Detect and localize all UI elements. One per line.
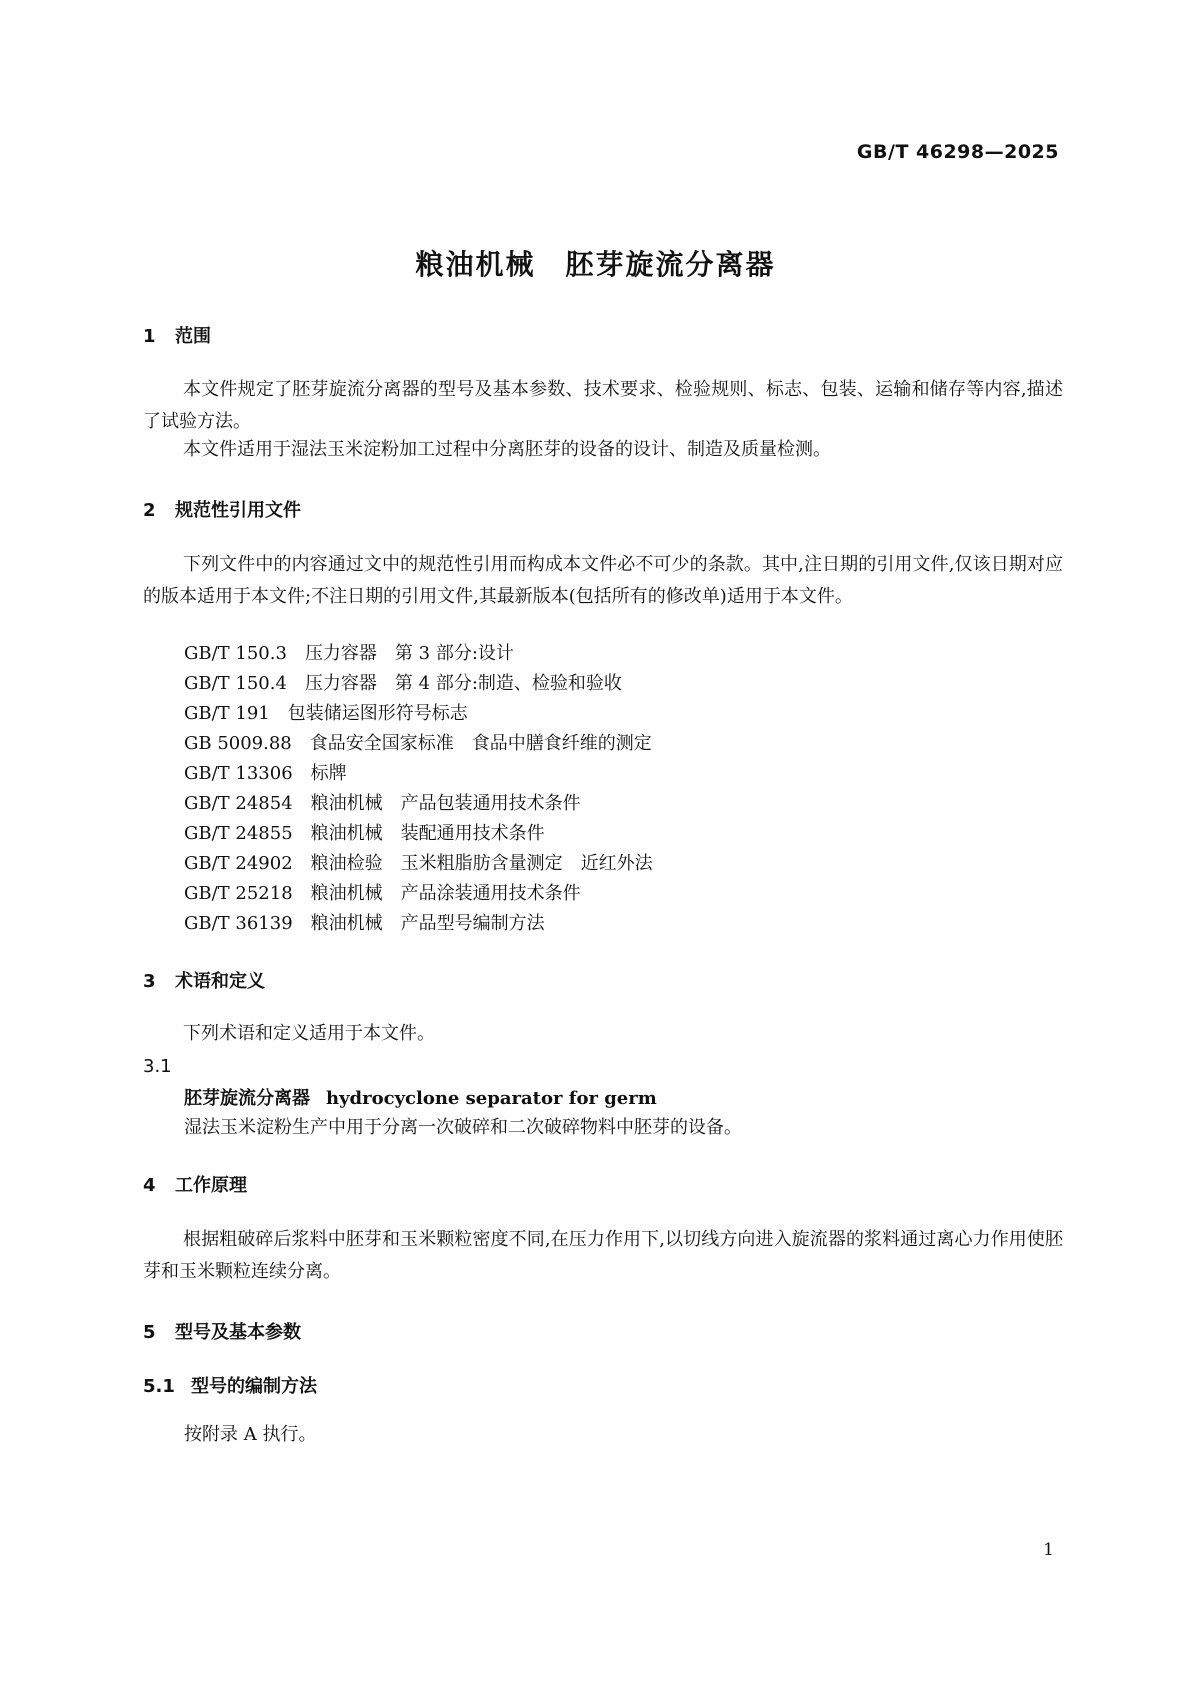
page-number: 1 bbox=[1043, 1540, 1054, 1560]
reference-title: 粮油机械 产品包装通用技术条件 bbox=[310, 793, 581, 814]
section-5-1-heading bbox=[143, 1372, 317, 1398]
section-number: 5 bbox=[143, 1322, 156, 1343]
document-title: 粮油机械 胚芽旋流分离器 bbox=[415, 248, 776, 281]
reference-title: 压力容器 第 3 部分:设计 bbox=[304, 643, 514, 664]
section-title: 工作原理 bbox=[175, 1175, 247, 1196]
principle-paragraph: 根据粗破碎后浆料中胚芽和玉米颗粒密度不同,在压力作用下,以切线方向进入旋流器的浆料通过离心力作用使胚芽和玉米颗粒连续分离。 bbox=[143, 1229, 1063, 1282]
reference-item bbox=[184, 702, 468, 726]
reference-title: 标牌 bbox=[310, 763, 347, 784]
term-number: 3.1 bbox=[143, 1056, 172, 1077]
reference-code: GB/T 24854 bbox=[184, 793, 293, 814]
section-number: 4 bbox=[143, 1175, 156, 1196]
reference-title: 压力容器 第 4 部分:制造、检验和验收 bbox=[304, 673, 622, 694]
reference-title: 粮油检验 玉米粗脂肪含量测定 近红外法 bbox=[310, 853, 653, 874]
reference-code: GB/T 25218 bbox=[184, 883, 293, 904]
reference-item bbox=[184, 732, 652, 756]
reference-code: GB/T 36139 bbox=[184, 913, 293, 934]
term-entry bbox=[184, 1084, 657, 1110]
reference-code: GB/T 24902 bbox=[184, 853, 293, 874]
terms-intro: 下列术语和定义适用于本文件。 bbox=[183, 1023, 435, 1044]
term-definition: 湿法玉米淀粉生产中用于分离一次破碎和二次破碎物料中胚芽的设备。 bbox=[184, 1117, 742, 1138]
section-number: 2 bbox=[143, 500, 156, 521]
reference-title: 粮油机械 装配通用技术条件 bbox=[310, 823, 545, 844]
reference-code: GB 5009.88 bbox=[184, 733, 292, 754]
section-4-heading bbox=[143, 1171, 247, 1197]
section-5-1-text: 按附录 A 执行。 bbox=[184, 1424, 317, 1445]
section-number: 3 bbox=[143, 971, 156, 992]
term-chinese: 胚芽旋流分离器 bbox=[184, 1088, 310, 1109]
section-5-heading bbox=[143, 1318, 301, 1344]
reference-code: GB/T 13306 bbox=[184, 763, 293, 784]
normative-refs-intro: 下列文件中的内容通过文中的规范性引用而构成本文件必不可少的条款。其中,注日期的引用文件,仅该日期对应的版本适用于本文件;不注日期的引用文件,其最新版本(包括所有的修改单)适用于本文件。 bbox=[143, 554, 1063, 607]
reference-item bbox=[184, 852, 653, 876]
reference-code: GB/T 191 bbox=[184, 703, 270, 724]
reference-title: 食品安全国家标准 食品中膳食纤维的测定 bbox=[309, 733, 652, 754]
scope-paragraph-2: 本文件适用于湿法玉米淀粉加工过程中分离胚芽的设备的设计、制造及质量检测。 bbox=[183, 439, 831, 460]
reference-item bbox=[184, 822, 545, 846]
reference-code: GB/T 24855 bbox=[184, 823, 293, 844]
section-title: 型号的编制方法 bbox=[191, 1376, 317, 1397]
term-english: hydrocyclone separator for germ bbox=[326, 1088, 657, 1109]
reference-item bbox=[184, 912, 545, 936]
section-number: 1 bbox=[143, 326, 156, 347]
section-number: 5.1 bbox=[143, 1376, 175, 1397]
reference-code: GB/T 150.4 bbox=[184, 673, 287, 694]
section-3-heading bbox=[143, 967, 265, 993]
reference-item bbox=[184, 642, 514, 666]
section-title: 规范性引用文件 bbox=[175, 500, 301, 521]
reference-code: GB/T 150.3 bbox=[184, 643, 287, 664]
section-title: 型号及基本参数 bbox=[175, 1322, 301, 1343]
reference-title: 包装储运图形符号标志 bbox=[287, 703, 468, 724]
scope-paragraph-1: 本文件规定了胚芽旋流分离器的型号及基本参数、技术要求、检验规则、标志、包装、运输和储存等内容,描述了试验方法。 bbox=[143, 379, 1063, 432]
section-title: 范围 bbox=[175, 326, 211, 347]
section-title: 术语和定义 bbox=[175, 971, 265, 992]
reference-item bbox=[184, 882, 581, 906]
section-2-heading bbox=[143, 496, 301, 522]
reference-title: 粮油机械 产品型号编制方法 bbox=[310, 913, 545, 934]
reference-item bbox=[184, 672, 622, 696]
reference-item bbox=[184, 762, 347, 786]
reference-item bbox=[184, 792, 581, 816]
section-1-heading bbox=[143, 322, 211, 348]
reference-title: 粮油机械 产品涂装通用技术条件 bbox=[310, 883, 581, 904]
standard-number: GB/T 46298—2025 bbox=[856, 141, 1059, 163]
